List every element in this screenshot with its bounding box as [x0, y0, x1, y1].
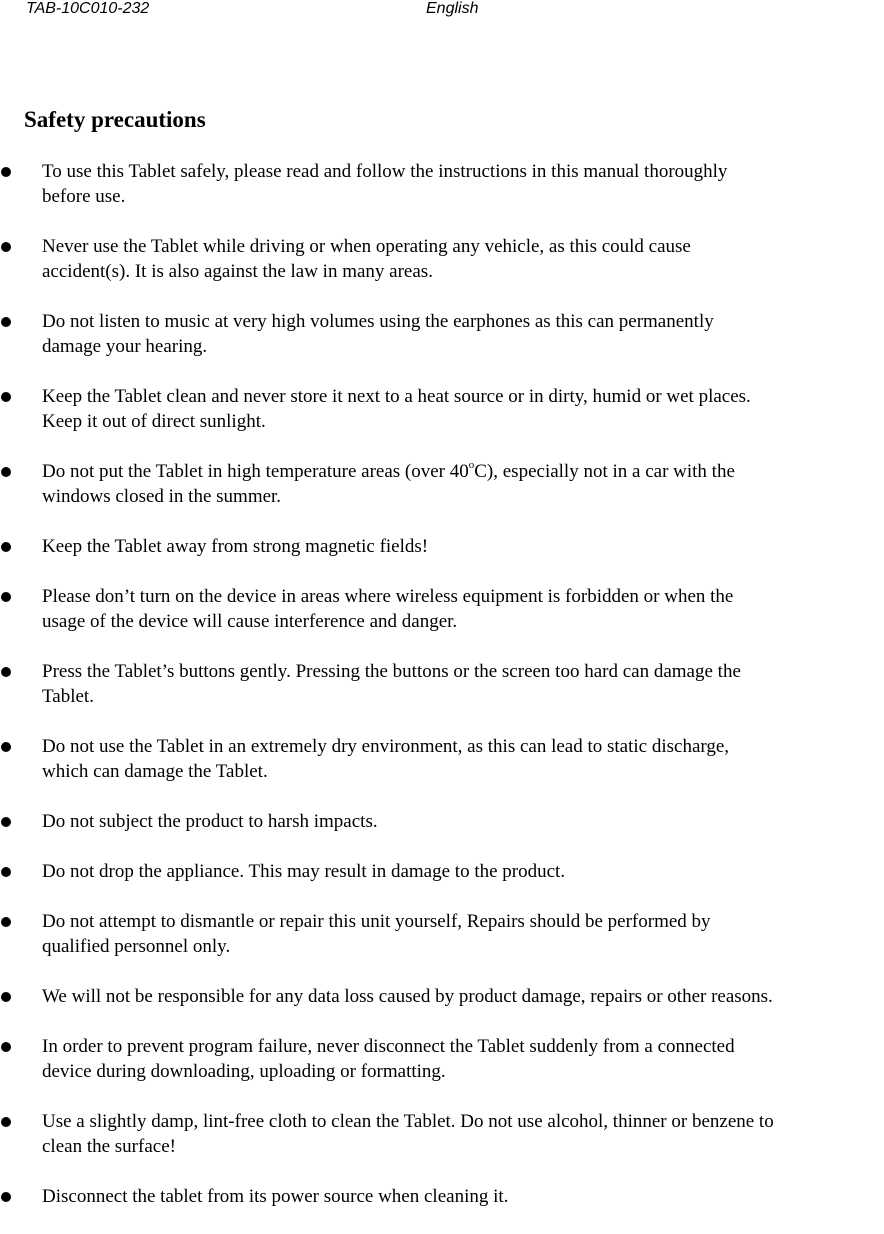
- list-item: [0, 159, 884, 209]
- item-text-line: usage of the device will cause interference and danger.: [42, 611, 458, 632]
- item-text-line: Keep the Tablet clean and never store it next to a heat source or in dirty, humid or wet places.: [42, 386, 751, 407]
- document-id: TAB-10C010-232: [26, 0, 150, 17]
- bullet-icon: [1, 867, 11, 877]
- bullet-icon: [1, 467, 11, 477]
- section-title: Safety precautions: [24, 107, 206, 132]
- list-item: [0, 659, 884, 709]
- item-text-line: before use.: [42, 186, 126, 207]
- bullet-icon: [1, 242, 11, 252]
- item-text-line: damage your hearing.: [42, 336, 208, 357]
- temp-text-after: C), especially not in a car with the: [474, 461, 735, 482]
- item-text-line: device during downloading, uploading or formatting.: [42, 1061, 446, 1082]
- item-text-line: To use this Tablet safely, please read and follow the instructions in this manual thoroughly: [42, 161, 728, 182]
- safety-list: [0, 159, 884, 1234]
- bullet-icon: [1, 1042, 11, 1052]
- list-item: [0, 984, 884, 1009]
- bullet-icon: [1, 742, 11, 752]
- list-item: [0, 384, 884, 434]
- list-item: [0, 734, 884, 784]
- item-text-line: [42, 459, 884, 484]
- item-text-line: Keep it out of direct sunlight.: [42, 411, 266, 432]
- bullet-icon: [1, 167, 11, 177]
- list-item: [0, 859, 884, 884]
- list-item: [0, 1034, 884, 1084]
- bullet-icon: [1, 542, 11, 552]
- item-text-line: qualified personnel only.: [42, 936, 231, 957]
- item-text-line: windows closed in the summer.: [42, 486, 282, 507]
- degree-symbol: o: [468, 459, 475, 471]
- bullet-icon: [1, 817, 11, 827]
- item-text-line: Use a slightly damp, lint-free cloth to clean the Tablet. Do not use alcohol, thinner or benzene to: [42, 1111, 774, 1132]
- item-text-line: Do not attempt to dismantle or repair this unit yourself, Repairs should be performed by: [42, 911, 711, 932]
- item-text-line: Disconnect the tablet from its power source when cleaning it.: [42, 1186, 509, 1207]
- list-item: [0, 309, 884, 359]
- language-label: English: [426, 0, 479, 17]
- item-text-line: Do not drop the appliance. This may result in damage to the product.: [42, 861, 566, 882]
- item-text-line: Tablet.: [42, 686, 94, 707]
- bullet-icon: [1, 1192, 11, 1202]
- list-item: [0, 909, 884, 959]
- list-item: [0, 809, 884, 834]
- bullet-icon: [1, 392, 11, 402]
- item-text-line: Keep the Tablet away from strong magnetic fields!: [42, 536, 429, 557]
- bullet-icon: [1, 1117, 11, 1127]
- temp-text-before: Do not put the Tablet in high temperature areas (over 40: [42, 461, 469, 482]
- list-item: [0, 1184, 884, 1209]
- list-item: [0, 459, 884, 509]
- item-text-line: Press the Tablet’s buttons gently. Pressing the buttons or the screen too hard can damage the: [42, 661, 741, 682]
- list-item: [0, 584, 884, 634]
- item-text-line: In order to prevent program failure, never disconnect the Tablet suddenly from a connected: [42, 1036, 735, 1057]
- bullet-icon: [1, 317, 11, 327]
- item-text-line: which can damage the Tablet.: [42, 761, 268, 782]
- item-text-line: accident(s). It is also against the law in many areas.: [42, 261, 433, 282]
- item-text-line: Do not listen to music at very high volumes using the earphones as this can permanently: [42, 311, 714, 332]
- item-text-line: Do not subject the product to harsh impacts.: [42, 811, 378, 832]
- list-item: [0, 534, 884, 559]
- bullet-icon: [1, 592, 11, 602]
- list-item: [0, 234, 884, 284]
- item-text-line: We will not be responsible for any data loss caused by product damage, repairs or other reasons.: [42, 986, 773, 1007]
- page-header: [0, 0, 884, 20]
- item-text-line: clean the surface!: [42, 1136, 176, 1157]
- bullet-icon: [1, 667, 11, 677]
- bullet-icon: [1, 992, 11, 1002]
- bullet-icon: [1, 917, 11, 927]
- list-item: [0, 1109, 884, 1159]
- item-text-line: Please don’t turn on the device in areas where wireless equipment is forbidden or when the: [42, 586, 734, 607]
- item-text-line: Do not use the Tablet in an extremely dry environment, as this can lead to static discharge,: [42, 736, 730, 757]
- item-text-line: Never use the Tablet while driving or when operating any vehicle, as this could cause: [42, 236, 691, 257]
